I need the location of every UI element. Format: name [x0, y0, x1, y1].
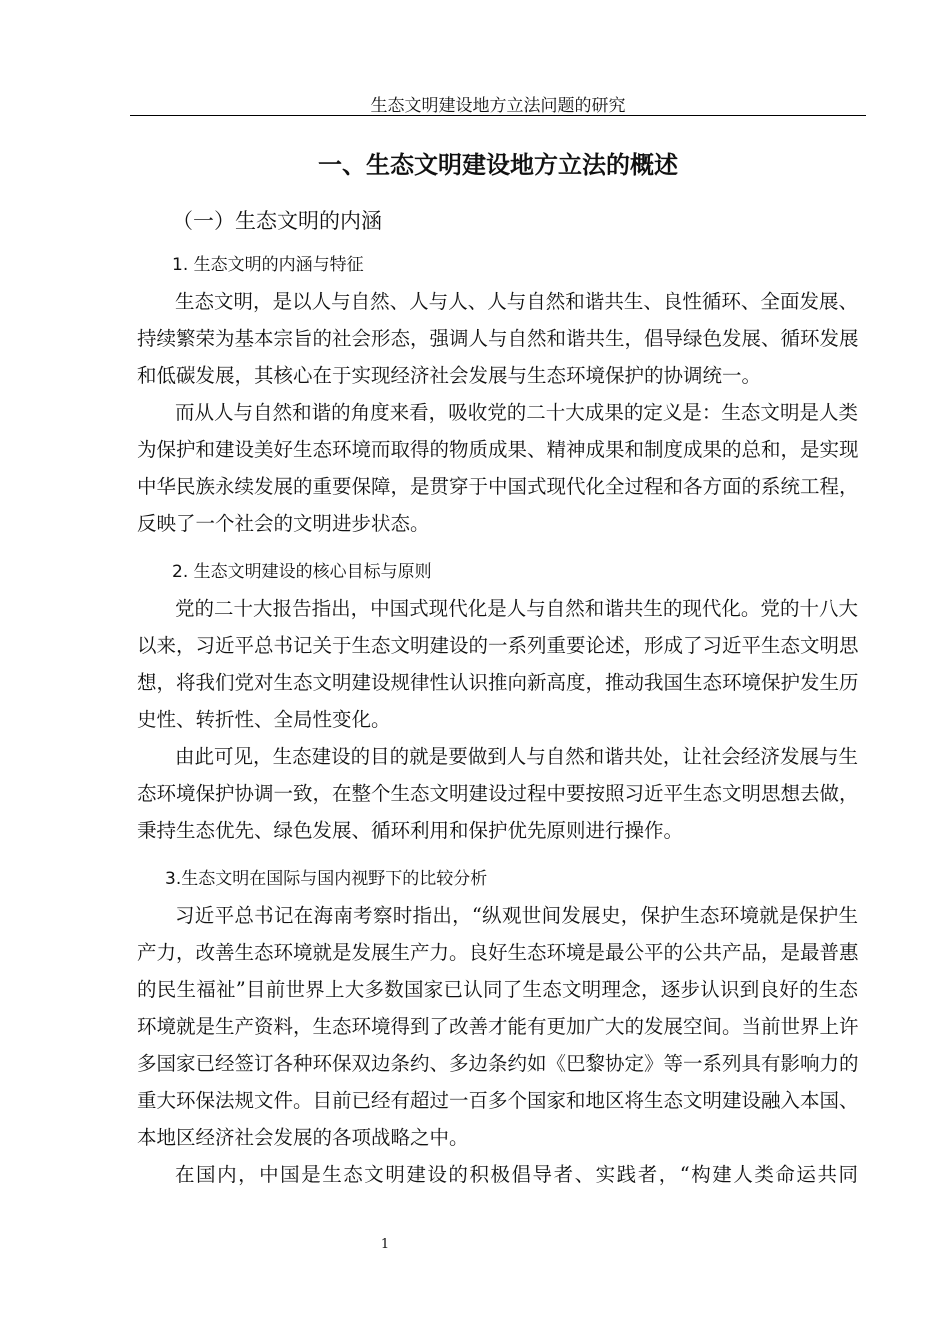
paragraph-line: 环境就是生产资料，生态环境得到了改善才能有更加广大的发展空间。当前世界上许: [137, 1015, 859, 1038]
subsection-title: 1. 生态文明的内涵与特征: [172, 255, 364, 275]
paragraph-line: 本地区经济社会发展的各项战略之中。: [137, 1126, 469, 1149]
header-rule: [130, 115, 866, 116]
paragraph-line: 反映了一个社会的文明进步状态。: [137, 512, 430, 535]
paragraph-line: 史性、转折性、全局性变化。: [137, 708, 391, 731]
subsection-title: 3.生态文明在国际与国内视野下的比较分析: [165, 869, 488, 889]
paragraph-line: 而从人与自然和谐的角度来看，吸收党的二十大成果的定义是：生态文明是人类: [175, 401, 858, 424]
paragraph-line: 在国内，中国是生态文明建设的积极倡导者、实践者，“构建人类命运共同: [175, 1163, 858, 1186]
paragraph-line: 习近平总书记在海南考察时指出，“纵观世间发展史，保护生态环境就是保护生: [175, 904, 858, 927]
chapter-title: 一、生态文明建设地方立法的概述: [318, 151, 678, 179]
page-number: 1: [380, 1237, 390, 1252]
paragraph-line: 的民生福祉”目前世界上大多数国家已认同了生态文明理念，逐步认识到良好的生态: [137, 978, 858, 1001]
paragraph-line: 生态文明，是以人与自然、人与人、人与自然和谐共生、良性循环、全面发展、: [175, 290, 858, 313]
running-header: 生态文明建设地方立法问题的研究: [370, 96, 626, 116]
paragraph-line: 由此可见，生态建设的目的就是要做到人与自然和谐共处，让社会经济发展与生: [175, 745, 858, 768]
paragraph-line: 态环境保护协调一致，在整个生态文明建设过程中要按照习近平生态文明思想去做，: [137, 782, 859, 805]
paragraph-line: 持续繁荣为基本宗旨的社会形态，强调人与自然和谐共生，倡导绿色发展、循环发展: [137, 327, 859, 350]
paragraph-line: 和低碳发展，其核心在于实现经济社会发展与生态环境保护的协调统一。: [137, 364, 762, 387]
paragraph-line: 多国家已经签订各种环保双边条约、多边条约如《巴黎协定》等一系列具有影响力的: [137, 1052, 859, 1075]
paragraph-line: 中华民族永续发展的重要保障，是贯穿于中国式现代化全过程和各方面的系统工程，: [137, 475, 859, 498]
paragraph-line: 党的二十大报告指出，中国式现代化是人与自然和谐共生的现代化。党的十八大: [175, 597, 858, 620]
paragraph-line: 秉持生态优先、绿色发展、循环利用和保护优先原则进行操作。: [137, 819, 684, 842]
paragraph-line: 想，将我们党对生态文明建设规律性认识推向新高度，推动我国生态环境保护发生历: [137, 671, 859, 694]
section-title: （一）生态文明的内涵: [172, 209, 382, 233]
paragraph-line: 产力，改善生态环境就是发展生产力。良好生态环境是最公平的公共产品，是最普惠: [137, 941, 859, 964]
subsection-title: 2. 生态文明建设的核心目标与原则: [172, 562, 432, 582]
paragraph-line: 为保护和建设美好生态环境而取得的物质成果、精神成果和制度成果的总和，是实现: [137, 438, 859, 461]
paragraph-line: 重大环保法规文件。目前已经有超过一百多个国家和地区将生态文明建设融入本国、: [137, 1089, 859, 1112]
paragraph-line: 以来，习近平总书记关于生态文明建设的一系列重要论述，形成了习近平生态文明思: [137, 634, 859, 657]
